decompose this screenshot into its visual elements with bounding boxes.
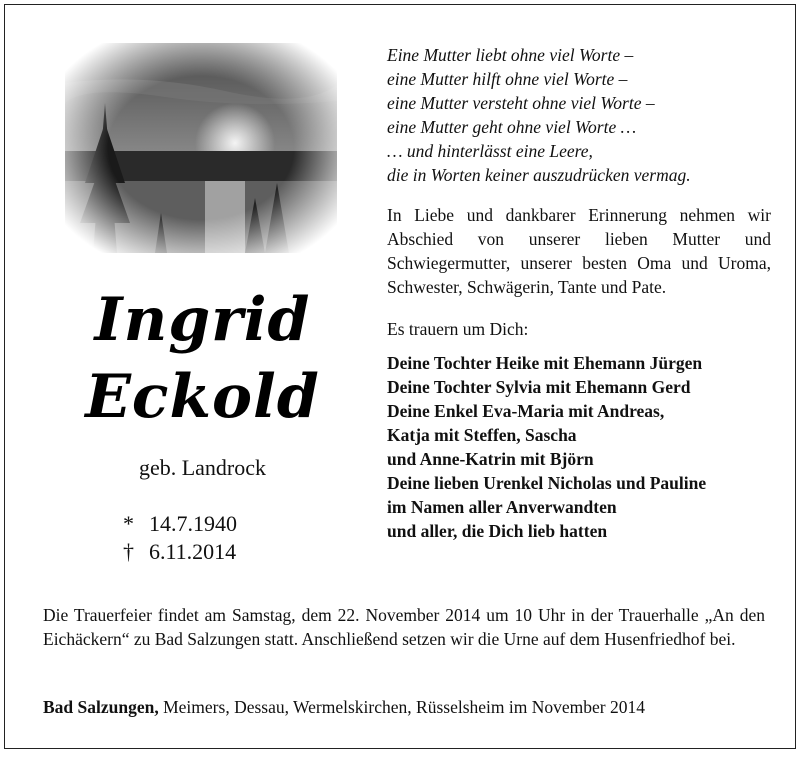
tribute-paragraph: In Liebe und dankbarer Erinnerung nehmen wir Abschied von unserer lieben Mutter und Schwiegermutter, unserer besten Oma und Uroma, Schwester, Schwägerin, Tante und Pate. (387, 205, 771, 297)
mourner-line: und aller, die Dich lieb hatten (387, 521, 608, 541)
mourner-line: Deine Tochter Sylvia mit Ehemann Gerd (387, 377, 691, 397)
funeral-notice: Die Trauerfeier findet am Samstag, dem 22. November 2014 um 10 Uhr in der Trauerhalle „An den Eichäckern“ zu Bad Salzungen statt. Anschließend setzen wir die Urne auf dem Husenfriedhof bei. (43, 605, 765, 649)
poem-line: die in Worten keiner auszudrücken vermag. (387, 165, 691, 185)
signoff-rest: Meimers, Dessau, Wermelskirchen, Rüsselsheim im November 2014 (158, 697, 645, 717)
mourner-line: Deine lieben Urenkel Nicholas und Pauline (387, 473, 707, 493)
mourner-line: Katja mit Steffen, Sascha (387, 425, 577, 445)
poem-line: Eine Mutter liebt ohne viel Worte – (387, 45, 634, 65)
poem (387, 43, 771, 187)
maiden-name: geb. Landrock (138, 455, 267, 480)
death-date: 6.11.2014 (149, 539, 237, 564)
poem-line: eine Mutter hilft ohne viel Worte – (387, 69, 628, 89)
poem-line: eine Mutter versteht ohne viel Worte – (387, 93, 655, 113)
mourner-line: im Namen aller Anverwandten (387, 497, 617, 517)
sunset-lake-image (65, 43, 337, 253)
mourner-line: und Anne-Katrin mit Björn (387, 449, 594, 469)
birth-date-line (123, 510, 237, 538)
mourners-list (387, 351, 771, 543)
deceased-last-name: Eckold (85, 362, 320, 432)
mourner-line: Deine Tochter Heike mit Ehemann Jürgen (387, 353, 703, 373)
death-date-line (123, 538, 237, 566)
birth-date: 14.7.1940 (149, 511, 237, 536)
mourners-intro: Es trauern um Dich: (387, 319, 529, 339)
signoff-line (43, 695, 765, 719)
sunset-lake-photo (65, 43, 337, 253)
life-dates (123, 510, 237, 566)
deceased-first-name: Ingrid (94, 285, 311, 355)
right-column (387, 43, 771, 543)
death-cross-symbol: † (123, 539, 134, 564)
signoff-place: Bad Salzungen, (43, 697, 159, 717)
poem-line: … und hinterlässt eine Leere, (387, 141, 593, 161)
mourner-line: Deine Enkel Eva-Maria mit Andreas, (387, 401, 665, 421)
poem-line: eine Mutter geht ohne viel Worte … (387, 117, 637, 137)
obituary-notice (4, 4, 796, 749)
birth-star-symbol: * (123, 511, 134, 536)
